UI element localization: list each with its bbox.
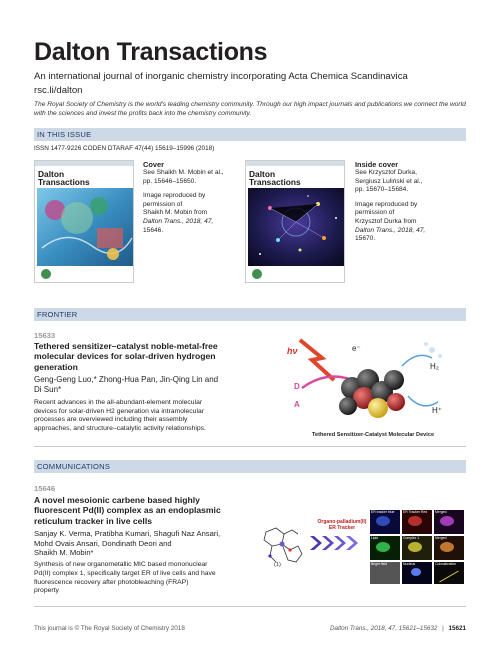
journal-title: Dalton Transactions xyxy=(34,38,268,66)
label-electron: e⁻ xyxy=(352,344,361,353)
communications-authors: Sanjay K. Verma, Pratibha Kumari, Shagufi Naz Ansari, Mohd Ovais Ansari, Dondinath Deori and Shaikh M. Mobin* xyxy=(34,529,221,558)
frontier-figure[interactable] xyxy=(282,336,454,442)
journal-url[interactable]: rsc.li/dalton xyxy=(34,85,83,96)
chevron-arrows-icon xyxy=(308,534,364,552)
cover-line: 15646. xyxy=(143,226,164,234)
section-communications: COMMUNICATIONS xyxy=(34,460,466,473)
inside-cover-line: Sergiusz Luliński et al., xyxy=(355,177,423,185)
cover-image[interactable] xyxy=(34,160,134,283)
panel-colocalization: Colocalization xyxy=(434,562,464,584)
cover-line: permission of xyxy=(143,200,183,208)
cover-description xyxy=(143,160,224,235)
rsc-blurb: The Royal Society of Chemistry is the world's leading chemistry community. Through our high impact journals and publications we connect the world with the sciences and invest the profits back into the chemistry community. xyxy=(34,101,466,117)
frontier-page-number[interactable]: 15633 xyxy=(34,331,56,340)
inside-cover-line: Krzysztof Durka from xyxy=(355,217,417,225)
panel-merged-2: Merged xyxy=(434,536,464,560)
cover-strip xyxy=(35,161,134,166)
lightning-icon xyxy=(300,340,334,380)
figure-label-2: ER Tracker xyxy=(328,525,356,531)
cover-line: See Shaikh M. Mobin et al., xyxy=(143,169,224,176)
cover-line: pp. 15646–15650. xyxy=(143,177,197,185)
cover-heading: Cover xyxy=(143,160,164,169)
rsc-logo-icon xyxy=(41,269,51,279)
inside-cover-description xyxy=(355,160,425,244)
divider xyxy=(34,446,466,447)
inside-cover-line: Image reproduced by xyxy=(355,200,418,208)
label-d: D xyxy=(294,382,300,391)
cover-mini-title: Dalton Transactions xyxy=(38,169,90,187)
inside-cover-strip xyxy=(246,161,345,166)
panel-er-blue: ER tracker blue xyxy=(370,510,400,534)
communications-title[interactable]: A novel mesoionic carbene based highly fluorescent Pd(II) complex as an endoplasmic reticulum tracker in live cells xyxy=(34,495,221,526)
panel-er-red: ER Tracker Red xyxy=(402,510,432,534)
footer-page-number: 15621 xyxy=(448,625,466,632)
frontier-title[interactable]: Tethered sensitizer–catalyst noble-metal-free molecular devices for solar-driven hydrogen generation xyxy=(34,341,218,372)
frontier-article xyxy=(34,341,274,434)
figure-label-1: Organo-palladium(II) xyxy=(317,519,367,525)
frontier-authors: Geng-Geng Luo,* Zhong-Hua Pan, Jin-Qing Lin and Di Sun* xyxy=(34,375,219,395)
inside-cover-line: permission of xyxy=(355,209,395,217)
cover-line: Image reproduced by xyxy=(143,192,206,200)
communications-abstract: Synthesis of new organometallic MIC based mononuclear Pd(II) complex 1, specifically target ER of live cells and have fluorescence recovery after photobleaching (FRAP) property xyxy=(34,561,216,595)
label-hplus: H⁺ xyxy=(432,406,442,415)
communications-article xyxy=(34,495,274,596)
rsc-logo-icon xyxy=(252,269,262,279)
cover-artwork xyxy=(37,188,133,266)
panel-nucleus: Nucleus xyxy=(402,562,432,584)
footer-citation-text: Dalton Trans., 2018, 47, 15621–15632 xyxy=(329,625,438,632)
frontier-abstract: Recent advances in the all-abundant-element molecular devices for solar-driven H2 generation via intramolecular processes are overviewed including their assembly approaches, and structure–catalytic activity relationships. xyxy=(34,399,206,432)
label-a: A xyxy=(294,400,300,409)
inside-cover-line: See Krzysztof Durka, xyxy=(355,169,417,176)
section-in-this-issue: IN THIS ISSUE xyxy=(34,128,466,141)
inside-cover-mini-title: Dalton Transactions xyxy=(249,169,301,187)
panel-bright-field: Bright field xyxy=(370,562,400,584)
inside-cover-artwork xyxy=(248,188,344,266)
journal-subtitle: An international journal of inorganic chemistry incorporating Acta Chemica Scandinavica xyxy=(34,71,408,82)
inside-cover-line: pp. 15670–15684. xyxy=(355,186,409,194)
panel-merged-1: Merged xyxy=(434,510,464,534)
inside-cover-heading: Inside cover xyxy=(355,160,399,169)
communications-page-number[interactable]: 15646 xyxy=(34,484,56,493)
footer-citation xyxy=(330,625,466,632)
panel-lipid: Lipid xyxy=(370,536,400,560)
footer-copyright: This journal is © The Royal Society of Chemistry 2018 xyxy=(34,625,185,632)
cover-line: Dalton Trans., 2018, 47, xyxy=(143,217,214,225)
inside-cover-image[interactable] xyxy=(245,160,345,283)
label-h2: H₂ xyxy=(430,362,439,371)
inside-cover-line: 15670. xyxy=(355,235,376,243)
footer-divider xyxy=(34,606,466,607)
communications-figure[interactable] xyxy=(256,510,466,584)
molecule-structure xyxy=(256,518,308,570)
footer-separator: | xyxy=(442,625,444,632)
compound-label: (1) xyxy=(274,562,281,568)
frontier-figure-caption: Tethered Sensitizer-Catalyst Molecular Device xyxy=(312,432,435,438)
molecular-device-illustration xyxy=(282,336,454,432)
inside-cover-line: Dalton Trans., 2018, 47, xyxy=(355,226,426,234)
issn-line: ISSN 1477-9226 CODEN DTARAF 47(44) 15619–15996 (2018) xyxy=(34,145,215,152)
label-hv: hν xyxy=(287,346,298,356)
panel-complex: Complex 1 xyxy=(402,536,432,560)
cover-line: Shaikh M. Mobin from xyxy=(143,209,208,217)
section-frontier: FRONTIER xyxy=(34,308,466,321)
